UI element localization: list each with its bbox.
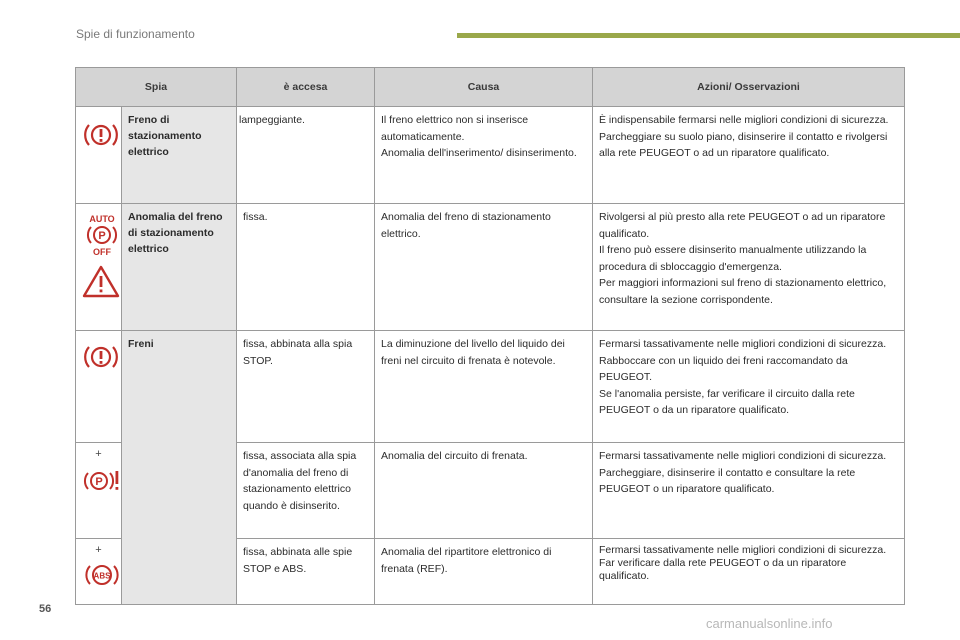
column-header-causa: Causa <box>375 68 593 107</box>
icon-cell <box>76 539 122 605</box>
page-section-title: Spie di funzionamento <box>76 27 195 41</box>
row-when: fissa, abbinata alle spie STOP e ABS. <box>237 539 375 605</box>
table-row <box>76 331 905 443</box>
icon-cell <box>76 331 122 443</box>
table-row <box>76 107 905 204</box>
row-actions: Fermarsi tassativamente nelle migliori condizioni di sicurezza. Parcheggiare, disinserire il contatto e consultare la rete PEUGEOT o un riparatore qualificato. <box>593 443 905 539</box>
abs-warning-icon <box>82 560 122 590</box>
column-header-spia: Spia <box>76 68 237 107</box>
header-accent-bar <box>457 33 960 38</box>
row-actions: Rivolgersi al più presto alla rete PEUGEOT o ad un riparatore qualificato. Il freno può essere disinserito manualmente utilizzando la procedura di sbloccaggio d'emergenza. Per maggiori informazioni sul freno di stazionamento elettrico, consultare la sezione corrispondente. <box>593 204 905 331</box>
auto-park-off-icon <box>82 213 122 257</box>
row-cause: Il freno elettrico non si inserisce automaticamente. Anomalia dell'inserimento/ disinserimento. <box>375 107 593 204</box>
column-header-accesa: è accesa <box>237 68 375 107</box>
row-cause: La diminuzione del livello del liquido dei freni nel circuito di frenata è notevole. <box>375 331 593 443</box>
row-when: lampeggiante. <box>237 107 375 204</box>
warning-lights-table <box>75 67 905 605</box>
row-name: Anomalia del freno di stazionamento elettrico <box>122 204 237 331</box>
warning-triangle-icon <box>82 265 120 299</box>
park-brake-warning-icon <box>82 466 122 496</box>
page-number: 56 <box>39 603 52 615</box>
svg-text:P: P <box>95 476 103 488</box>
row-actions: Fermarsi tassativamente nelle migliori condizioni di sicurezza. Rabboccare con un liquido dei freni raccomandato da PEUGEOT. Se l'anomalia persiste, far verificare il circuito dalla rete PEUGEOT o da un riparatore qualificato. <box>593 331 905 443</box>
brake-warning-icon <box>82 340 120 374</box>
brake-warning-icon <box>82 118 120 152</box>
row-when: fissa, associata alla spia d'anomalia del freno di stazionamento elettrico quando è disinserito. <box>237 443 375 539</box>
table-row <box>76 204 905 331</box>
plus-sign: + <box>95 544 102 556</box>
table-header-row <box>76 68 905 107</box>
row-cause: Anomalia del circuito di frenata. <box>375 443 593 539</box>
column-header-azioni: Azioni/ Osservazioni <box>593 68 905 107</box>
row-name: Freno di stazionamento elettrico <box>122 107 237 204</box>
plus-sign: + <box>95 448 102 460</box>
row-name: Freni <box>122 331 237 605</box>
row-actions: È indispensabile fermarsi nelle migliori condizioni di sicurezza. Parcheggiare su suolo piano, disinserire il contatto e rivolgersi alla rete PEUGEOT o ad un riparatore qualificato. <box>593 107 905 204</box>
row-cause: Anomalia del ripartitore elettronico di frenata (REF). <box>375 539 593 605</box>
row-cause: Anomalia del freno di stazionamento elettrico. <box>375 204 593 331</box>
row-when: fissa. <box>237 204 375 331</box>
icon-cell <box>76 107 122 204</box>
svg-text:ABS: ABS <box>93 571 111 581</box>
row-actions: Fermarsi tassativamente nelle migliori condizioni di sicurezza. Far verificare dalla rete PEUGEOT o da un riparatore qualificato. <box>593 539 905 605</box>
svg-text:P: P <box>98 230 106 242</box>
icon-cell <box>76 204 122 331</box>
watermark: carmanualsonline.info <box>706 616 833 631</box>
icon-cell <box>76 443 122 539</box>
svg-text:OFF: OFF <box>93 247 111 257</box>
svg-text:AUTO: AUTO <box>89 214 115 224</box>
row-when: fissa, abbinata alla spia STOP. <box>237 331 375 443</box>
